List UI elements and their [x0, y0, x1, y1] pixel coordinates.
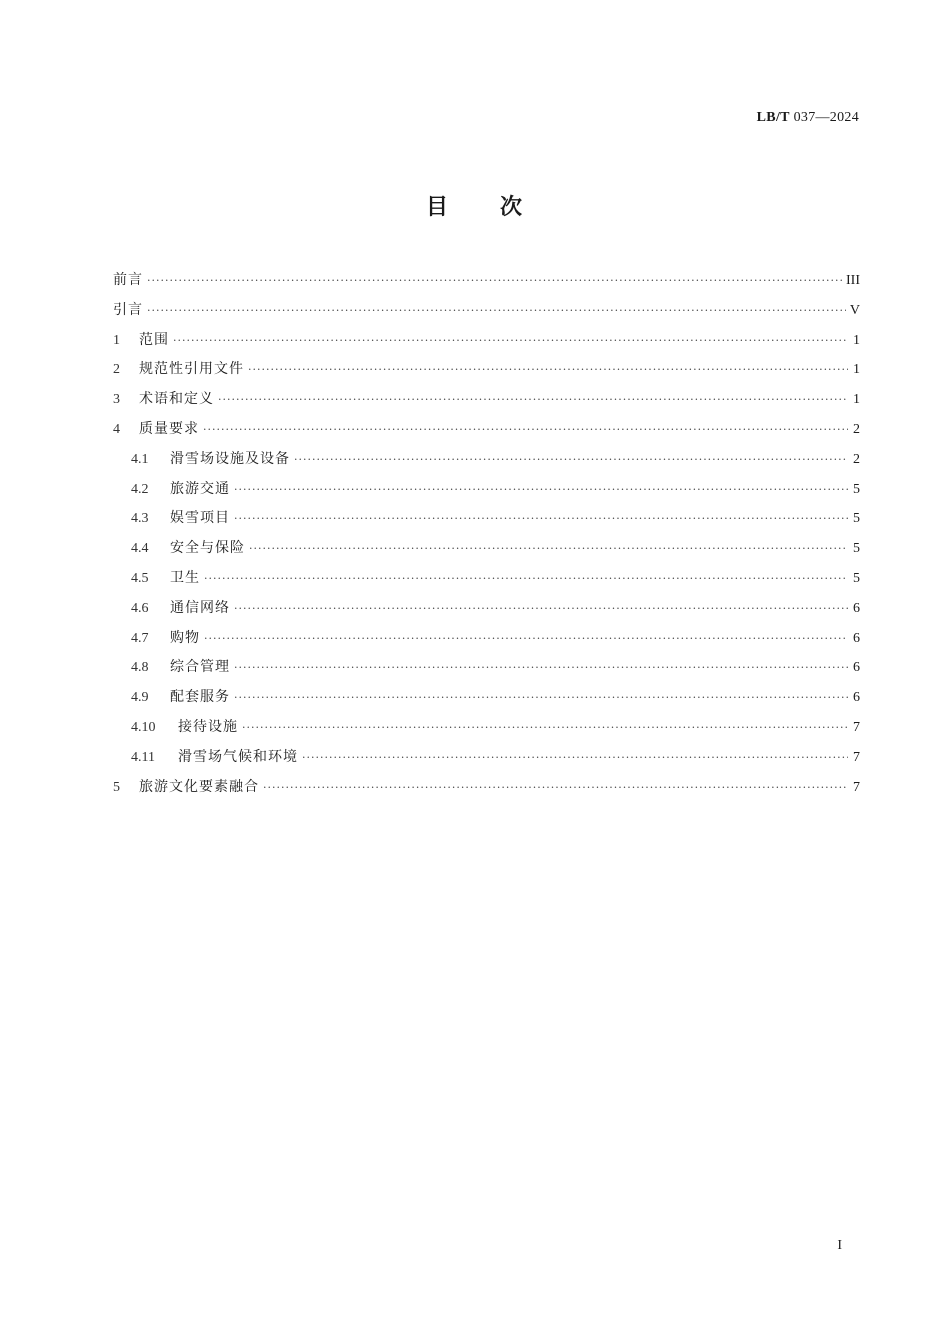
toc-entry-number: 4.1: [131, 451, 149, 467]
toc-entry-page: 5: [853, 511, 860, 527]
toc-entry-number: 4.3: [131, 511, 149, 527]
toc-entry-page: 7: [853, 779, 860, 795]
standard-code-number: 037—2024: [793, 110, 859, 125]
toc-entry[interactable]: [113, 296, 860, 326]
page-number: I: [837, 1238, 842, 1253]
toc-leader-dots: [234, 594, 848, 624]
toc-entry-label: 引言: [113, 301, 143, 318]
toc-entry-page: 7: [853, 719, 860, 735]
toc-entry-label: 综合管理: [170, 659, 230, 676]
page-title-char-1: 目: [425, 195, 450, 220]
toc-leader-dots: [234, 475, 848, 505]
toc-entry-number: 4.9: [131, 690, 149, 706]
toc-leader-dots: [147, 266, 842, 296]
toc-entry[interactable]: [113, 415, 860, 445]
toc-entry[interactable]: [113, 743, 860, 773]
toc-entry-number: 4.8: [131, 660, 149, 676]
standard-code: [757, 110, 859, 126]
toc-leader-dots: [204, 564, 848, 594]
toc-entry[interactable]: [113, 355, 860, 385]
toc-entry-label: 旅游交通: [170, 480, 230, 497]
toc-leader-dots: [302, 743, 848, 773]
standard-code-prefix: LB/T: [756, 110, 790, 125]
toc-entry-label: 术语和定义: [139, 391, 214, 408]
toc-entry-label: 购物: [170, 629, 200, 646]
toc-entry[interactable]: [113, 445, 860, 475]
toc-entry-page: III: [846, 273, 860, 288]
toc-leader-dots: [234, 504, 848, 534]
toc-entry[interactable]: [113, 266, 860, 296]
toc-entry-page: 2: [853, 451, 860, 467]
toc-leader-dots: [242, 713, 848, 743]
toc-leader-dots: [263, 773, 848, 803]
toc-entry[interactable]: [113, 534, 860, 564]
toc-entry-label: 通信网络: [170, 599, 230, 616]
toc-entry-number: 4.11: [131, 749, 155, 765]
toc-entry-number: 1: [113, 332, 120, 348]
toc-entry-label: 规范性引用文件: [139, 361, 244, 378]
toc-leader-dots: [249, 534, 848, 564]
toc-entry[interactable]: [113, 683, 860, 713]
toc-entry-page: 6: [853, 600, 860, 616]
toc-entry-label: 卫生: [170, 569, 200, 586]
toc-entry[interactable]: [113, 773, 860, 803]
toc-entry-page: 6: [853, 660, 860, 676]
toc-entry-label: 前言: [113, 272, 143, 288]
toc-leader-dots: [173, 326, 848, 356]
page-title: [0, 190, 950, 221]
toc-entry-label: 配套服务: [170, 689, 230, 706]
page-title-char-2: 次: [500, 195, 525, 220]
toc-leader-dots: [218, 385, 848, 415]
toc-entry-label: 娱雪项目: [170, 510, 230, 527]
toc-entry-number: 5: [113, 779, 120, 795]
toc-entry-label: 范围: [139, 331, 169, 348]
toc-entry[interactable]: [113, 504, 860, 534]
toc-entry-number: 4.10: [131, 719, 156, 735]
toc-entry-page: 5: [853, 570, 860, 586]
toc-entry-page: 6: [853, 630, 860, 646]
toc-leader-dots: [234, 653, 848, 683]
toc-entry-number: 4.7: [131, 630, 149, 646]
toc-entry-number: 4.5: [131, 570, 149, 586]
toc-entry-number: 2: [113, 362, 120, 378]
toc-entry-number: 4.4: [131, 541, 149, 557]
toc-entry-page: V: [849, 302, 860, 318]
toc-leader-dots: [204, 624, 848, 654]
toc-entry[interactable]: [113, 713, 860, 743]
toc-entry-label: 旅游文化要素融合: [139, 778, 259, 795]
toc-entry-label: 滑雪场设施及设备: [170, 450, 290, 467]
toc-entry[interactable]: [113, 385, 860, 415]
toc-entry[interactable]: [113, 326, 860, 356]
toc-entry[interactable]: [113, 653, 860, 683]
toc-entry[interactable]: [113, 624, 860, 654]
toc-entry-label: 质量要求: [139, 420, 199, 437]
toc-entry-number: 4: [113, 421, 120, 437]
toc-leader-dots: [248, 355, 848, 385]
toc-entry[interactable]: [113, 564, 860, 594]
toc-entry[interactable]: [113, 594, 860, 624]
toc-entry-label: 滑雪场气候和环境: [178, 748, 298, 765]
toc-entry-page: 1: [853, 392, 860, 408]
toc-entry-number: 4.2: [131, 481, 149, 497]
toc-entry-page: 5: [853, 481, 860, 497]
toc-leader-dots: [147, 296, 846, 326]
toc-entry-page: 7: [853, 749, 860, 765]
toc-entry-number: 3: [113, 392, 120, 408]
toc-leader-dots: [234, 683, 848, 713]
table-of-contents: [113, 266, 860, 802]
toc-leader-dots: [294, 445, 848, 475]
toc-entry-label: 接待设施: [178, 718, 238, 735]
toc-entry-page: 6: [853, 690, 860, 706]
toc-entry-page: 5: [853, 541, 860, 557]
toc-entry[interactable]: [113, 475, 860, 505]
toc-entry-page: 1: [853, 332, 860, 348]
toc-entry-label: 安全与保险: [170, 540, 245, 557]
toc-entry-page: 1: [853, 362, 860, 378]
toc-entry-number: 4.6: [131, 600, 149, 616]
toc-leader-dots: [203, 415, 848, 445]
toc-entry-page: 2: [853, 421, 860, 437]
